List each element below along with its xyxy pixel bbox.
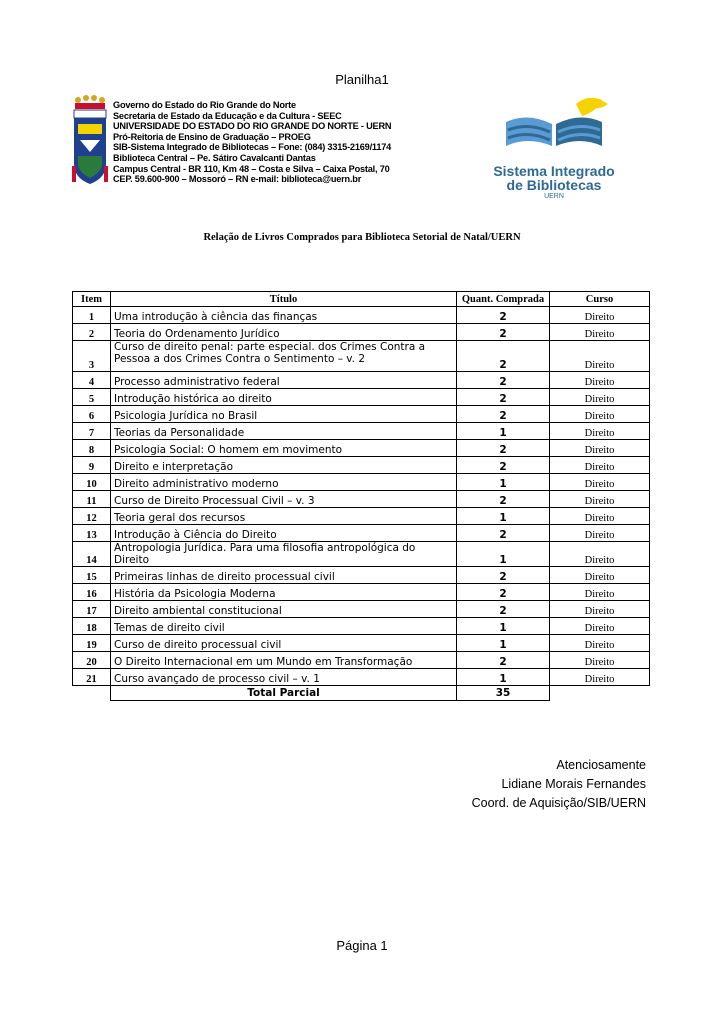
item-number: 13 <box>73 525 111 542</box>
book-title: Direito ambiental constitucional <box>111 601 457 618</box>
table-row <box>73 457 650 474</box>
column-header-title: Título <box>111 292 457 307</box>
header-line: Governo do Estado do Rio Grande do Norte <box>113 100 296 110</box>
header-line: Secretaria de Estado da Educação e da Cultura - SEEC <box>113 110 342 121</box>
quantity: 1 <box>457 423 550 440</box>
table-row <box>73 389 650 406</box>
item-number: 8 <box>73 440 111 457</box>
table-row <box>73 652 650 669</box>
empty-cell <box>73 686 111 701</box>
course: Direito <box>550 618 650 635</box>
course: Direito <box>550 652 650 669</box>
table-row <box>73 635 650 652</box>
quantity: 1 <box>457 474 550 491</box>
item-number: 12 <box>73 508 111 525</box>
table-row <box>73 508 650 525</box>
document-title: Relação de Livros Comprados para Biblioteca Setorial de Natal/UERN <box>203 232 521 243</box>
item-number: 17 <box>73 601 111 618</box>
total-row <box>73 686 650 701</box>
item-number: 19 <box>73 635 111 652</box>
quantity: 2 <box>457 440 550 457</box>
institution-header <box>113 100 443 185</box>
quantity: 2 <box>457 601 550 618</box>
table-row <box>73 423 650 440</box>
books-table <box>72 291 650 701</box>
book-title: Psicologia Jurídica no Brasil <box>111 406 457 423</box>
quantity: 2 <box>457 584 550 601</box>
column-header-quantity: Quant. Comprada <box>457 292 550 307</box>
course: Direito <box>550 307 650 324</box>
course: Direito <box>550 474 650 491</box>
signer-name: Lidiane Morais Fernandes <box>501 777 646 791</box>
page-number: Página 1 <box>336 938 388 953</box>
quantity: 2 <box>457 652 550 669</box>
quantity: 2 <box>457 457 550 474</box>
total-quantity: 35 <box>457 686 550 701</box>
signer-role: Coord. de Aquisição/SIB/UERN <box>471 796 646 810</box>
item-number: 18 <box>73 618 111 635</box>
item-number: 14 <box>73 542 111 567</box>
item-number: 11 <box>73 491 111 508</box>
item-number: 3 <box>73 341 111 372</box>
book-title: Direito e interpretação <box>111 457 457 474</box>
column-header-course: Curso <box>550 292 650 307</box>
course: Direito <box>550 601 650 618</box>
header-line: Pró-Reitoria de Ensino de Graduação – PROEG <box>113 131 311 142</box>
item-number: 5 <box>73 389 111 406</box>
table-row <box>73 584 650 601</box>
course: Direito <box>550 341 650 372</box>
table-row <box>73 669 650 686</box>
quantity: 2 <box>457 525 550 542</box>
book-title: Curso de Direito Processual Civil – v. 3 <box>111 491 457 508</box>
header-line: Campus Central - BR 110, Km 48 – Costa e Silva – Caixa Postal, 70 <box>113 163 390 174</box>
book-title: Direito administrativo moderno <box>111 474 457 491</box>
item-number: 10 <box>73 474 111 491</box>
table-row <box>73 372 650 389</box>
table-row <box>73 601 650 618</box>
book-title: Introdução à Ciência do Direito <box>111 525 457 542</box>
item-number: 2 <box>73 324 111 341</box>
course: Direito <box>550 406 650 423</box>
quantity: 1 <box>457 669 550 686</box>
book-title: Teoria geral dos recursos <box>111 508 457 525</box>
quantity: 1 <box>457 635 550 652</box>
table-row <box>73 474 650 491</box>
quantity: 1 <box>457 618 550 635</box>
course: Direito <box>550 567 650 584</box>
book-title: Processo administrativo federal <box>111 372 457 389</box>
course: Direito <box>550 542 650 567</box>
book-title: Introdução histórica ao direito <box>111 389 457 406</box>
header-line: SIB-Sistema Integrado de Bibliotecas – Fone: (084) 3315-2169/1174 <box>113 142 392 153</box>
closing-salutation: Atenciosamente <box>556 758 646 772</box>
book-title: Curso de direito penal: parte especial. dos Crimes Contra a Pessoa a dos Crimes Contra o Sentimento – v. 2 <box>111 341 457 372</box>
quantity: 1 <box>457 508 550 525</box>
table-row <box>73 618 650 635</box>
table-row <box>73 406 650 423</box>
item-number: 6 <box>73 406 111 423</box>
course: Direito <box>550 457 650 474</box>
table-row <box>73 567 650 584</box>
item-number: 20 <box>73 652 111 669</box>
empty-cell <box>550 686 650 701</box>
table-row <box>73 307 650 324</box>
course: Direito <box>550 372 650 389</box>
course: Direito <box>550 389 650 406</box>
course: Direito <box>550 635 650 652</box>
table-row <box>73 440 650 457</box>
quantity: 2 <box>457 406 550 423</box>
item-number: 4 <box>73 372 111 389</box>
course: Direito <box>550 423 650 440</box>
book-title: Curso de direito processual civil <box>111 635 457 652</box>
table-header-row <box>73 292 650 307</box>
quantity: 2 <box>457 491 550 508</box>
book-title: História da Psicologia Moderna <box>111 584 457 601</box>
item-number: 9 <box>73 457 111 474</box>
course: Direito <box>550 324 650 341</box>
book-title: Primeiras linhas de direito processual civil <box>111 567 457 584</box>
quantity: 2 <box>457 341 550 372</box>
sheet-name: Planilha1 <box>335 72 389 87</box>
item-number: 15 <box>73 567 111 584</box>
course: Direito <box>550 491 650 508</box>
book-title: Teoria do Ordenamento Jurídico <box>111 324 457 341</box>
quantity: 2 <box>457 389 550 406</box>
quantity: 2 <box>457 307 550 324</box>
course: Direito <box>550 525 650 542</box>
table-row <box>73 341 650 372</box>
book-title: Temas de direito civil <box>111 618 457 635</box>
item-number: 7 <box>73 423 111 440</box>
logo-title-line1: Sistema Integrado <box>493 163 615 179</box>
quantity: 2 <box>457 567 550 584</box>
header-line: Biblioteca Central – Pe. Sátiro Cavalcanti Dantas <box>113 152 316 163</box>
header-line: UNIVERSIDADE DO ESTADO DO RIO GRANDE DO NORTE - UERN <box>113 121 392 132</box>
item-number: 21 <box>73 669 111 686</box>
header-line: CEP. 59.600-900 – Mossoró – RN e-mail: biblioteca@uern.br <box>113 174 362 185</box>
quantity: 1 <box>457 542 550 567</box>
book-title: Psicologia Social: O homem em movimento <box>111 440 457 457</box>
logo-title-line2: de Bibliotecas <box>506 177 602 193</box>
table-row <box>73 542 650 567</box>
table-row <box>73 525 650 542</box>
book-title: Curso avançado de processo civil – v. 1 <box>111 669 457 686</box>
column-header-item: Item <box>73 292 111 307</box>
logo-subtitle: UERN <box>544 193 564 200</box>
quantity: 2 <box>457 324 550 341</box>
total-label: Total Parcial <box>111 686 457 701</box>
book-title: O Direito Internacional em um Mundo em Transformação <box>111 652 457 669</box>
book-title: Antropologia Jurídica. Para uma filosofia antropológica do Direito <box>111 542 457 567</box>
table-row <box>73 324 650 341</box>
course: Direito <box>550 584 650 601</box>
table-row <box>73 491 650 508</box>
item-number: 1 <box>73 307 111 324</box>
course: Direito <box>550 669 650 686</box>
book-title: Teorias da Personalidade <box>111 423 457 440</box>
item-number: 16 <box>73 584 111 601</box>
book-title: Uma introdução à ciência das finanças <box>111 307 457 324</box>
uern-crest-icon <box>72 94 108 188</box>
quantity: 2 <box>457 372 550 389</box>
course: Direito <box>550 508 650 525</box>
course: Direito <box>550 440 650 457</box>
